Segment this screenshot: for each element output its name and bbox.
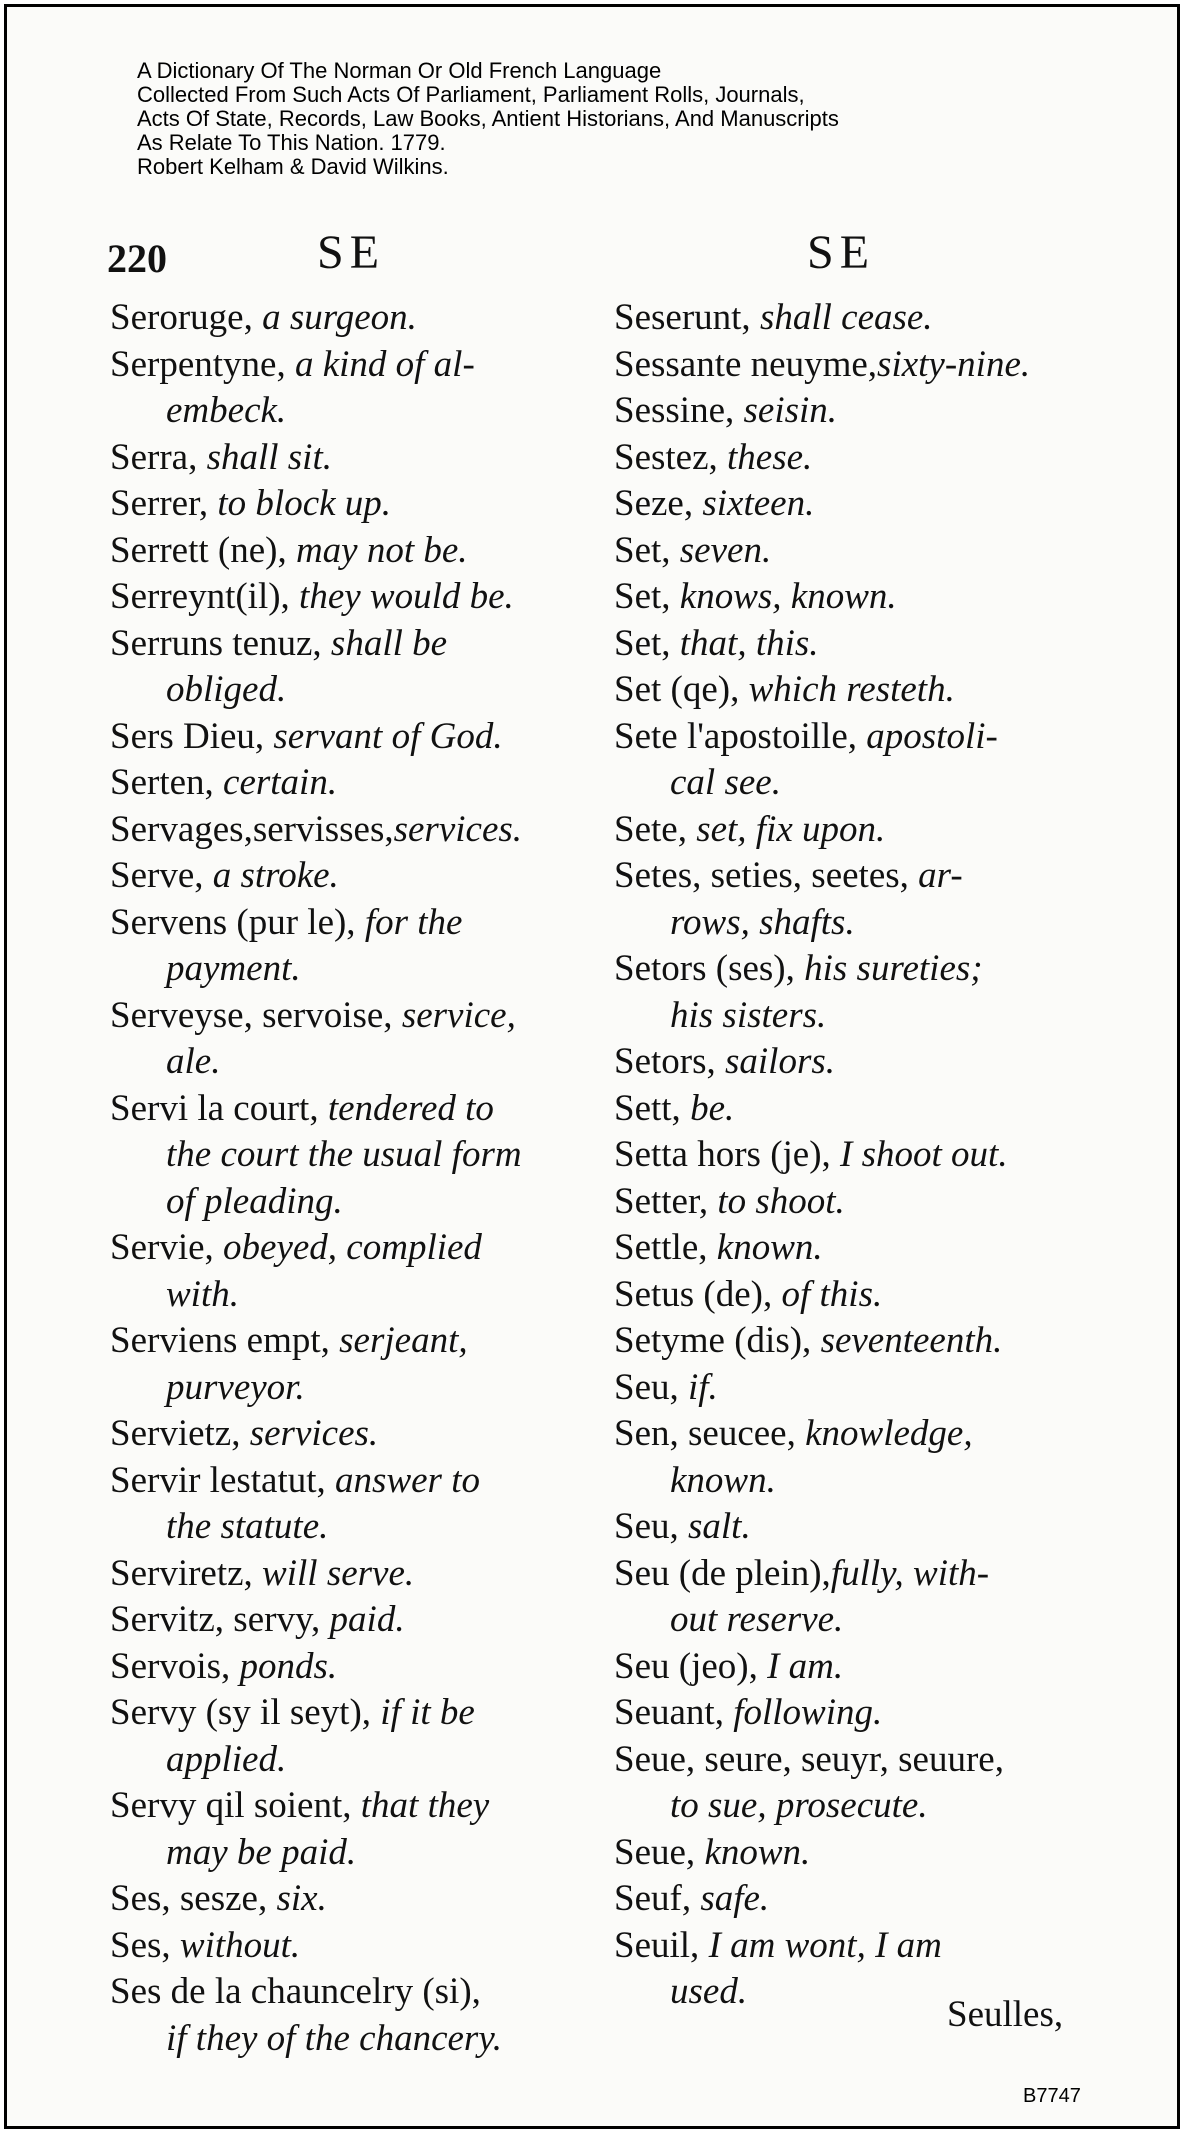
headword: Set (qe), xyxy=(614,669,749,710)
definition: shall be xyxy=(330,622,448,664)
definition: seven. xyxy=(679,529,772,571)
header-line-4: As Relate To This Nation. 1779. xyxy=(137,130,446,155)
definition: of this. xyxy=(781,1273,883,1315)
definition: will serve. xyxy=(262,1552,415,1594)
definition: purveyor. xyxy=(166,1366,305,1408)
definition: known. xyxy=(704,1831,811,1873)
headword: Serveyse, servoise, xyxy=(110,994,402,1036)
entry-line xyxy=(110,714,580,761)
definition: known. xyxy=(716,1227,823,1268)
definition: a surgeon. xyxy=(262,297,417,338)
headword: Seue, seure, seuyr, seuure, xyxy=(614,1738,1004,1780)
entry-line xyxy=(110,1690,580,1737)
headword: Seu (jeo), xyxy=(614,1645,768,1687)
entry-line xyxy=(110,295,580,342)
headword: Settle, xyxy=(614,1227,717,1268)
dictionary-entry xyxy=(614,1225,1084,1272)
headword: Set, xyxy=(614,529,680,571)
entry-line xyxy=(110,1179,580,1226)
headword: Sett, xyxy=(614,1087,691,1129)
dictionary-entry xyxy=(110,1923,580,1970)
definition: may not be. xyxy=(295,529,468,571)
definition: if. xyxy=(688,1366,718,1408)
dictionary-entry xyxy=(614,1830,1084,1877)
dictionary-entry xyxy=(614,295,1084,342)
entry-line xyxy=(110,1830,580,1877)
headword: Servy qil soient, xyxy=(110,1785,361,1826)
dictionary-entry xyxy=(614,481,1084,528)
entry-line xyxy=(110,1737,580,1784)
headword: Setors (ses), xyxy=(614,948,805,989)
dictionary-entry xyxy=(614,342,1084,389)
dictionary-entry xyxy=(110,1876,580,1923)
entry-line xyxy=(614,1830,1084,1877)
dictionary-entry xyxy=(614,1039,1084,1086)
headword: Servages,servisses, xyxy=(110,808,394,850)
dictionary-entry xyxy=(110,574,580,621)
dictionary-entry xyxy=(110,714,580,761)
dictionary-entry xyxy=(110,1597,580,1644)
dictionary-entry xyxy=(614,574,1084,621)
right-column xyxy=(614,295,1084,2016)
entry-line xyxy=(614,853,1084,900)
headword: Servens (pur le), xyxy=(110,901,365,943)
dictionary-entry xyxy=(110,528,580,575)
definition: may be paid. xyxy=(166,1831,357,1873)
entry-line xyxy=(110,1086,580,1133)
definition: paid. xyxy=(329,1599,405,1640)
definition: that, this. xyxy=(679,622,819,664)
definition: cal see. xyxy=(670,762,781,803)
headword: Set, xyxy=(614,622,680,664)
headword: Sete, xyxy=(614,808,697,850)
headword: Seu, xyxy=(614,1506,688,1547)
definition: his sisters. xyxy=(670,994,827,1036)
entry-line xyxy=(614,1179,1084,1226)
definition: sailors. xyxy=(725,1041,836,1082)
entry-line xyxy=(110,993,580,1040)
entry-line xyxy=(614,574,1084,621)
headword: Setyme (dis), xyxy=(614,1320,821,1361)
dictionary-entry xyxy=(110,481,580,528)
definition: if they of the chancery. xyxy=(166,2017,502,2059)
entry-line xyxy=(110,528,580,575)
definition: that they xyxy=(360,1785,490,1826)
definition: if it be xyxy=(380,1692,475,1733)
headword: Seuant, xyxy=(614,1692,734,1733)
entry-line xyxy=(110,481,580,528)
headword: Serrer, xyxy=(110,483,218,524)
headword: Ses de la chauncelry (si), xyxy=(110,1971,481,2012)
entry-line xyxy=(614,1551,1084,1598)
catchword: Seulles, xyxy=(947,1994,1064,2035)
dictionary-entry xyxy=(110,1458,580,1551)
definition: six. xyxy=(276,1878,327,1919)
definition: to block up. xyxy=(217,483,392,524)
dictionary-entry xyxy=(614,946,1084,1039)
headword: Serruns tenuz, xyxy=(110,622,331,664)
entry-line xyxy=(110,1225,580,1272)
headword: Seue, xyxy=(614,1831,705,1873)
definition: tendered to xyxy=(327,1087,494,1129)
definition: obliged. xyxy=(166,669,287,710)
headword: Serra, xyxy=(110,436,207,478)
definition: used. xyxy=(670,1971,748,2012)
entry-line xyxy=(614,1876,1084,1923)
definition: these. xyxy=(727,436,813,478)
dictionary-entry xyxy=(110,295,580,342)
entry-line xyxy=(614,807,1084,854)
definition: be. xyxy=(690,1087,735,1129)
entry-line xyxy=(614,1225,1084,1272)
entry-line xyxy=(614,946,1084,993)
entry-line xyxy=(110,667,580,714)
definition: seventeenth. xyxy=(820,1320,1003,1361)
definition: shall sit. xyxy=(206,436,332,478)
definition: I shoot out. xyxy=(840,1134,1008,1175)
definition: to shoot. xyxy=(717,1180,845,1222)
definition: services. xyxy=(249,1413,379,1454)
headword: Serrett (ne), xyxy=(110,529,296,571)
definition: ar- xyxy=(918,855,963,896)
definition: knows, known. xyxy=(679,576,897,617)
dictionary-entry xyxy=(110,760,580,807)
headword: Servir lestatut, xyxy=(110,1459,336,1501)
entry-line xyxy=(614,621,1084,668)
definition: serjeant, xyxy=(339,1320,468,1361)
definition: shall cease. xyxy=(759,297,933,338)
entry-line xyxy=(614,993,1084,1040)
entry-line xyxy=(110,1039,580,1086)
entry-line xyxy=(614,667,1084,714)
page-frame xyxy=(4,4,1180,2129)
definition: for the xyxy=(364,901,463,943)
header-line-5: Robert Kelham & David Wilkins. xyxy=(137,154,449,179)
headword: Ses, xyxy=(110,1924,180,1966)
entry-line xyxy=(614,714,1084,761)
definition: following. xyxy=(733,1692,883,1733)
definition: his sureties; xyxy=(804,948,983,989)
header-line-1: A Dictionary Of The Norman Or Old French Language xyxy=(137,58,662,83)
headword: Servietz, xyxy=(110,1413,250,1454)
headword: Serpentyne, xyxy=(110,343,295,385)
headword: Sers Dieu, xyxy=(110,715,274,757)
dictionary-entry xyxy=(110,853,580,900)
entry-line xyxy=(614,760,1084,807)
headword: Sen, seucee, xyxy=(614,1413,806,1454)
entry-line xyxy=(110,807,580,854)
headword: Serten, xyxy=(110,762,224,803)
definition: services. xyxy=(393,808,523,850)
headword: Servois, xyxy=(110,1645,240,1687)
reference-code: B7747 xyxy=(1023,2085,1081,2107)
definition: obeyed, complied xyxy=(223,1227,482,1268)
definition: knowledge, xyxy=(805,1413,973,1454)
dictionary-entry xyxy=(110,993,580,1086)
definition: sixteen. xyxy=(702,483,815,524)
dictionary-entry xyxy=(110,435,580,482)
headword: Setter, xyxy=(614,1180,718,1222)
dictionary-entry xyxy=(110,1783,580,1876)
entry-line xyxy=(614,1086,1084,1133)
definition: I am. xyxy=(767,1645,844,1687)
entry-line xyxy=(110,1923,580,1970)
entry-line xyxy=(614,1783,1084,1830)
page-number: 220 xyxy=(107,236,167,281)
dictionary-entry xyxy=(614,1132,1084,1179)
definition: ponds. xyxy=(239,1645,338,1687)
headword: Setes, seties, seetes, xyxy=(614,855,919,896)
dictionary-entry xyxy=(110,1551,580,1598)
entry-line xyxy=(110,342,580,389)
headword: Set, xyxy=(614,576,680,617)
entry-line xyxy=(110,946,580,993)
entry-line xyxy=(614,1272,1084,1319)
header-line-3: Acts Of State, Records, Law Books, Antient Historians, And Manuscripts xyxy=(137,106,839,131)
entry-line xyxy=(110,435,580,482)
dictionary-entry xyxy=(614,1690,1084,1737)
dictionary-entry xyxy=(614,1179,1084,1226)
definition: servant of God. xyxy=(273,715,503,757)
definition: out reserve. xyxy=(670,1599,844,1640)
headword: Sessante neuyme, xyxy=(614,343,878,385)
entry-line xyxy=(614,1504,1084,1551)
headword: Setus (de), xyxy=(614,1273,782,1315)
headword: Serve, xyxy=(110,855,213,896)
dictionary-entry xyxy=(614,528,1084,575)
entry-line xyxy=(614,1597,1084,1644)
entry-line xyxy=(110,1272,580,1319)
entry-line xyxy=(110,853,580,900)
running-head-right: SE xyxy=(807,226,876,279)
entry-line xyxy=(110,388,580,435)
headword: Seroruge, xyxy=(110,297,263,338)
entry-line xyxy=(110,1365,580,1412)
dictionary-entry xyxy=(614,1504,1084,1551)
definition: they would be. xyxy=(299,576,514,617)
left-column xyxy=(110,295,580,2062)
dictionary-entry xyxy=(614,807,1084,854)
dictionary-entry xyxy=(614,1737,1084,1830)
definition: the court the usual form xyxy=(166,1134,522,1175)
headword: Sestez, xyxy=(614,436,728,478)
definition: of pleading. xyxy=(166,1180,343,1222)
dictionary-entry xyxy=(614,1318,1084,1365)
entry-line xyxy=(614,388,1084,435)
entry-line xyxy=(110,1551,580,1598)
dictionary-entry xyxy=(614,435,1084,482)
definition: a kind of al- xyxy=(294,343,475,385)
dictionary-entry xyxy=(614,667,1084,714)
dictionary-entry xyxy=(110,807,580,854)
dictionary-entry xyxy=(614,1551,1084,1644)
headword: Seze, xyxy=(614,483,703,524)
entry-line xyxy=(614,435,1084,482)
entry-line xyxy=(110,1504,580,1551)
headword: Seuf, xyxy=(614,1878,701,1919)
headword: Servie, xyxy=(110,1227,224,1268)
dictionary-entry xyxy=(110,1318,580,1411)
definition: apostoli- xyxy=(866,715,998,757)
headword: Setors, xyxy=(614,1041,725,1082)
entry-line xyxy=(614,900,1084,947)
entry-line xyxy=(614,1365,1084,1412)
headword: Serviens empt, xyxy=(110,1320,340,1361)
entry-line xyxy=(110,1876,580,1923)
dictionary-entry xyxy=(614,1876,1084,1923)
definition: answer to xyxy=(335,1459,480,1501)
dictionary-entry xyxy=(110,342,580,435)
headword: Servitz, servy, xyxy=(110,1599,330,1640)
entry-line xyxy=(110,2016,580,2063)
dictionary-entry xyxy=(614,853,1084,946)
dictionary-entry xyxy=(614,1365,1084,1412)
entry-line xyxy=(614,1039,1084,1086)
definition: service, xyxy=(401,994,516,1036)
definition: without. xyxy=(179,1924,301,1966)
headword: Seuil, xyxy=(614,1924,709,1966)
definition: applied. xyxy=(166,1738,287,1780)
definition: a stroke. xyxy=(212,855,339,896)
definition: with. xyxy=(166,1273,239,1315)
dictionary-entry xyxy=(614,1644,1084,1691)
headword: Servi la court, xyxy=(110,1087,328,1129)
headword: Ses, sesze, xyxy=(110,1878,277,1919)
dictionary-entry xyxy=(614,388,1084,435)
headword: Servy (sy il seyt), xyxy=(110,1692,381,1733)
entry-line xyxy=(110,760,580,807)
entry-line xyxy=(614,295,1084,342)
entry-line xyxy=(614,1644,1084,1691)
definition: safe. xyxy=(700,1878,770,1919)
definition: seisin. xyxy=(743,390,838,431)
entry-line xyxy=(110,1318,580,1365)
headword: Setta hors (je), xyxy=(614,1134,841,1175)
entry-line xyxy=(110,1458,580,1505)
running-head-left: SE xyxy=(317,226,386,279)
headword: Serviretz, xyxy=(110,1552,263,1594)
dictionary-entry xyxy=(110,1690,580,1783)
dictionary-entry xyxy=(110,900,580,993)
entry-line xyxy=(110,1132,580,1179)
definition: rows, shafts. xyxy=(670,901,855,943)
entry-line xyxy=(614,1411,1084,1458)
entry-line xyxy=(614,481,1084,528)
dictionary-entry xyxy=(614,1086,1084,1133)
definition: payment. xyxy=(166,948,301,989)
headword: Serreynt(il), xyxy=(110,576,300,617)
entry-line xyxy=(110,1597,580,1644)
definition: which resteth. xyxy=(748,669,955,710)
dictionary-entry xyxy=(110,621,580,714)
entry-line xyxy=(614,1737,1084,1784)
entry-line xyxy=(110,574,580,621)
entry-line xyxy=(110,621,580,668)
document-header xyxy=(137,59,839,179)
definition: fully, with- xyxy=(830,1552,990,1594)
entry-line xyxy=(614,528,1084,575)
entry-line xyxy=(614,1923,1084,1970)
header-line-2: Collected From Such Acts Of Parliament, Parliament Rolls, Journals, xyxy=(137,82,805,107)
definition: ale. xyxy=(166,1041,221,1082)
entry-line xyxy=(614,342,1084,389)
definition: I am wont, I am xyxy=(708,1924,942,1966)
definition: embeck. xyxy=(166,390,287,431)
definition: the statute. xyxy=(166,1506,329,1547)
definition: sixty-nine. xyxy=(877,343,1031,385)
dictionary-entry xyxy=(110,1644,580,1691)
headword: Sessine, xyxy=(614,390,744,431)
headword: Seu (de plein), xyxy=(614,1552,831,1594)
dictionary-entry xyxy=(110,1225,580,1318)
definition: set, fix upon. xyxy=(696,808,886,850)
headword: Seserunt, xyxy=(614,297,760,338)
entry-line xyxy=(614,1132,1084,1179)
entry-line xyxy=(110,1969,580,2016)
definition: certain. xyxy=(223,762,338,803)
entry-line xyxy=(614,1690,1084,1737)
entry-line xyxy=(614,1318,1084,1365)
entry-line xyxy=(110,1644,580,1691)
definition: salt. xyxy=(688,1506,751,1547)
dictionary-entry xyxy=(614,621,1084,668)
entry-line xyxy=(110,900,580,947)
dictionary-entry xyxy=(614,1272,1084,1319)
entry-line xyxy=(614,1458,1084,1505)
headword: Sete l'apostoille, xyxy=(614,715,867,757)
dictionary-entry xyxy=(110,1086,580,1226)
dictionary-entry xyxy=(614,1411,1084,1504)
dictionary-entry xyxy=(614,714,1084,807)
entry-line xyxy=(110,1783,580,1830)
dictionary-entry xyxy=(110,1411,580,1458)
dictionary-entry xyxy=(110,1969,580,2062)
headword: Seu, xyxy=(614,1366,688,1408)
definition: to sue, prosecute. xyxy=(670,1785,928,1826)
definition: known. xyxy=(670,1459,776,1501)
entry-line xyxy=(110,1411,580,1458)
